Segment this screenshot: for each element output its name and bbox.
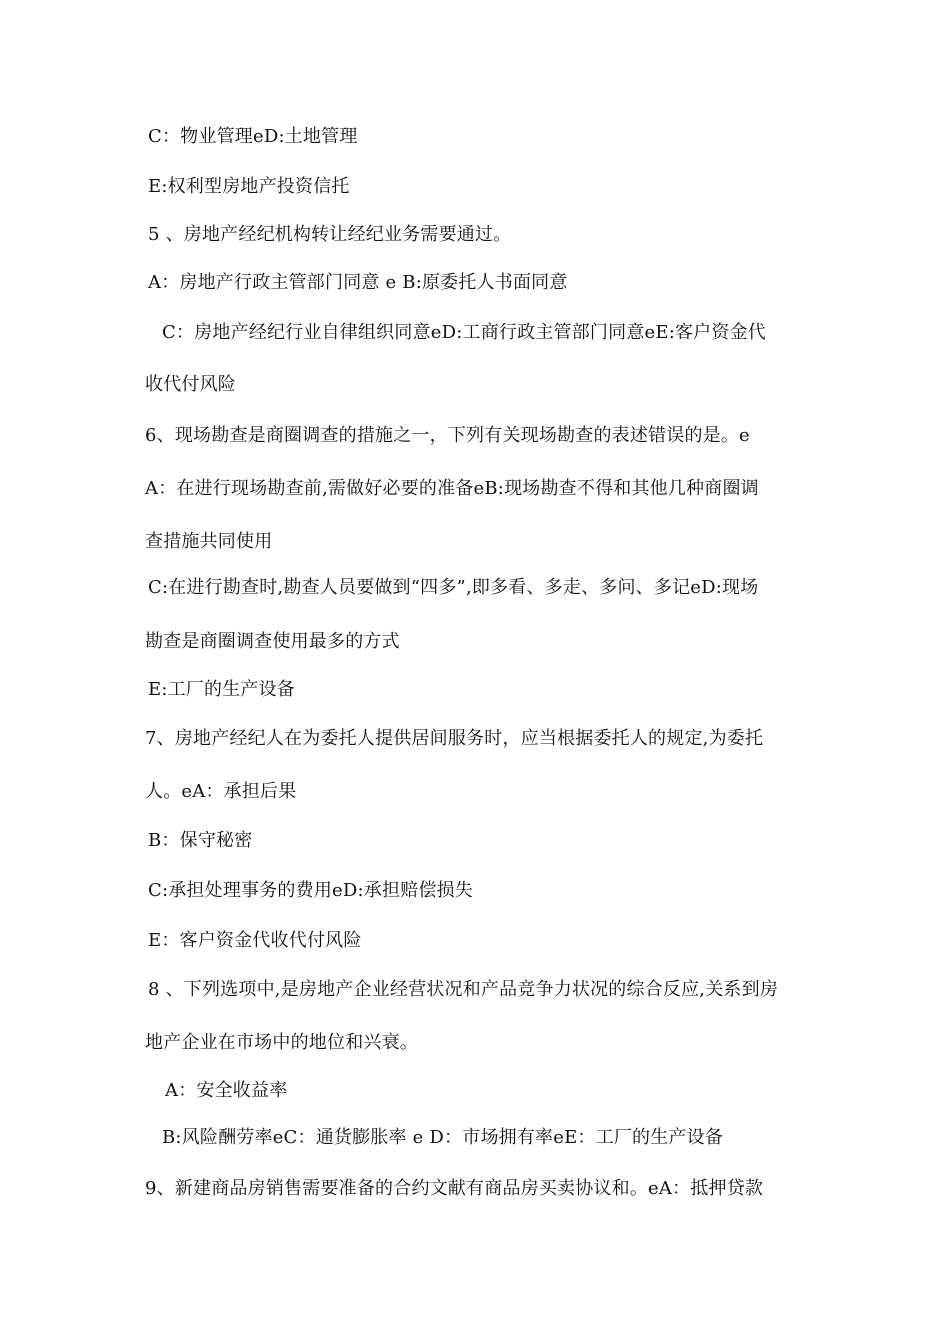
text-line-20: A：安全收益率 (165, 1080, 288, 1101)
text-line-11: 勘查是商圈调查使用最多的方式 (145, 631, 400, 652)
text-line-16: C:承担处理事务的费用еD:承担赔偿损失 (148, 880, 473, 901)
text-line-9: 查措施共同使用 (145, 531, 273, 552)
text-line-19: 地产企业在市场中的地位和兴衰。 (145, 1032, 418, 1053)
text-line-2: E:权利型房地产投资信托 (148, 176, 350, 197)
text-line-6: 收代付风险 (145, 374, 236, 395)
text-line-4: A：房地产行政主管部门同意 е B:原委托人书面同意 (148, 272, 568, 293)
text-line-10: C:在进行勘查时,勘查人员要做到“四多”,即多看、多走、多问、多记еD:现场 (148, 577, 759, 598)
text-line-15: B：保守秘密 (148, 830, 253, 851)
text-line-13: 7、房地产经纪人在为委托人提供居间服务时，应当根据委托人的规定,为委托 (145, 728, 764, 749)
text-line-14: 人。еA：承担后果 (145, 781, 297, 802)
text-line-17: E：客户资金代收代付风险 (148, 930, 362, 951)
text-line-8: A：在进行现场勘查前,需做好必要的准备еB:现场勘查不得和其他几种商圈调 (145, 478, 759, 499)
text-line-18: 8 、下列选项中,是房地产企业经营状况和产品竞争力状况的综合反应,关系到房 (148, 979, 779, 1000)
text-line-12: E:工厂的生产设备 (148, 679, 296, 700)
text-line-21: B:风险酬劳率еC：通货膨胀率 е D：市场拥有率еE：工厂的生产设备 (162, 1127, 724, 1148)
text-line-7: 6、现场勘查是商圈调查的措施之一，下列有关现场勘查的表述错误的是。е (145, 425, 750, 446)
text-line-1: C：物业管理еD:土地管理 (148, 126, 358, 147)
text-line-5: C：房地产经纪行业自律组织同意еD:工商行政主管部门同意еE:客户资金代 (162, 322, 766, 343)
text-line-22: 9、新建商品房销售需要准备的合约文献有商品房买卖协议和。еA：抵押贷款 (145, 1178, 764, 1199)
text-line-3: 5 、房地产经纪机构转让经纪业务需要通过。 (148, 224, 512, 245)
